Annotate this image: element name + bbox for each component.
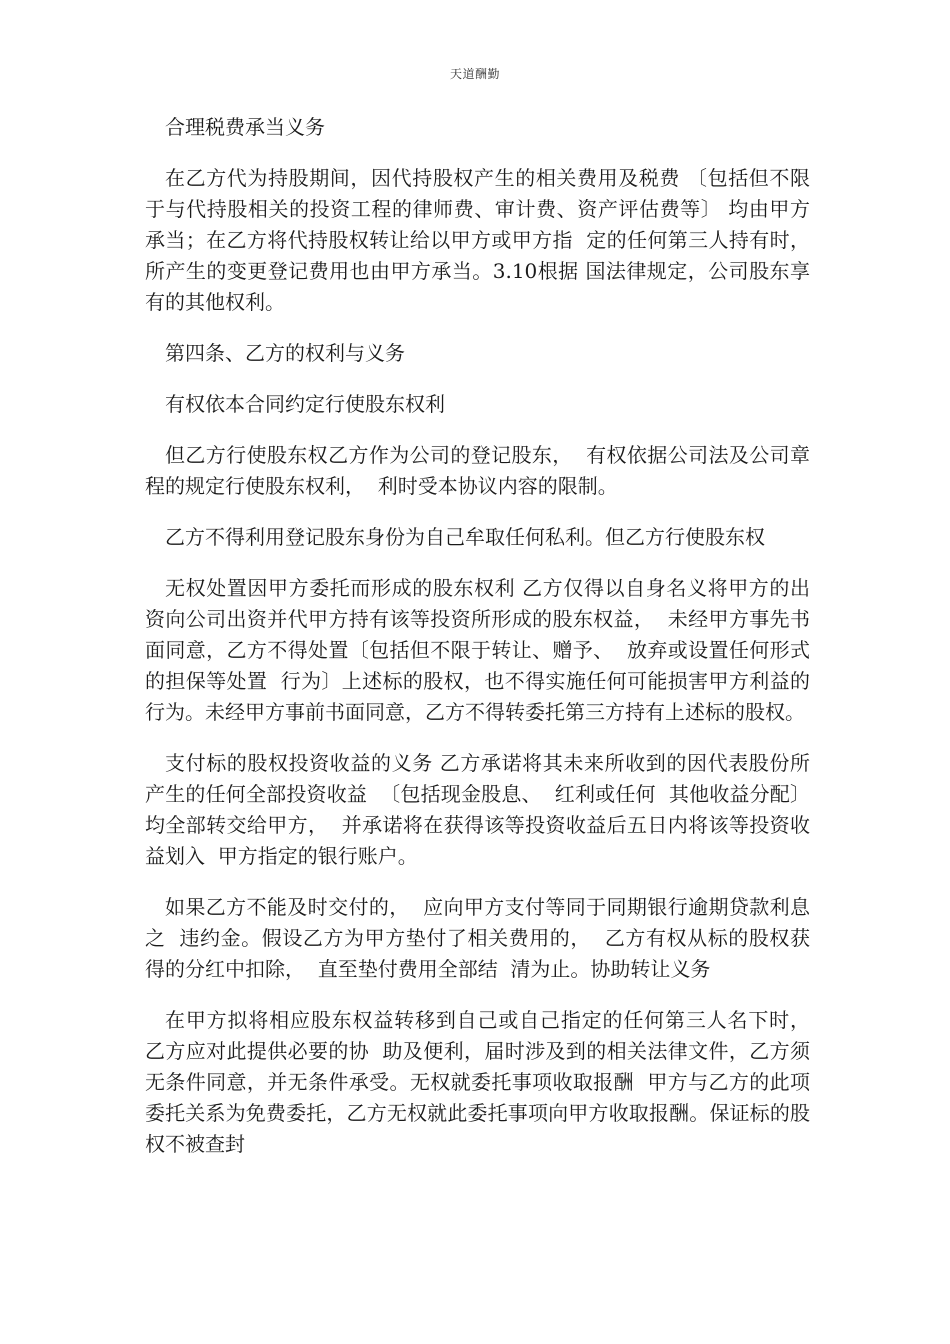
paragraph-assist-transfer: 在甲方拟将相应股东权益转移到自己或自己指定的任何第三人名下时， 乙方应对此提供必要的协 助及便利，届时涉及到的相关法律文件，乙方须无条件同意，并无条件承受。无权就委托事项收取报酬 甲方与乙方的此项委托关系为免费委托，乙方无权就此委托事项向甲方收取报酬。保证标的股权不被查封 xyxy=(145,1008,823,1156)
paragraph-late-payment: 如果乙方不能及时交付的， 应向甲方支付等同于同期银行逾期贷款利息之 违约金。假设乙方为甲方垫付了相关费用的， 乙方有权从标的股权获得的分红中扣除， 直至垫付费用全部结 清为止。协助转让义务 xyxy=(145,895,810,981)
paragraph-tax-body: 在乙方代为持股期间，因代持股权产生的相关费用及税费 〔包括但不限于与代持股相关的投资工程的律师费、审计费、资产评估费等〕 均由甲方承当；在乙方将代持股权转让给以甲方或甲方指 定的任何第三人持有时，所产生的变更登记费用也由甲方承当。3.10根据 国法律规定，公司股东享有的其他权利。 xyxy=(145,166,810,314)
paragraph-no-disposal: 无权处置因甲方委托而形成的股东权利 乙方仅得以自身名义将甲方的出资向公司出资并代甲方持有该等投资所形成的股东权益， 未经甲方事先书面同意，乙方不得处置〔包括但不限于转让、赠予、 放弃或设置任何形式的担保等处置 行为〕上述标的股权，也不得实施任何可能损害甲方利益的行为。未经甲方事前书面同意，乙方不得转委托第三方持有上述标的股权。 xyxy=(145,576,810,724)
paragraph-tax-heading: 合理税费承当义务 xyxy=(165,115,325,139)
paragraph-article-four-title: 第四条、乙方的权利与义务 xyxy=(165,341,405,365)
paragraph-pay-returns: 支付标的股权投资收益的义务 乙方承诺将其未来所收到的因代表股份所产生的任何全部投资收益 〔包括现金股息、 红利或任何 其他收益分配〕 均全部转交给甲方， 并承诺将在获得该等投资收益后五日内将该等投资收益划入 甲方指定的银行账户。 xyxy=(145,751,823,868)
paragraph-shareholder-rights-body: 但乙方行使股东权乙方作为公司的登记股东， 有权依据公司法及公司章程的规定行使股东权利， 利时受本协议内容的限制。 xyxy=(145,443,810,498)
paragraph-shareholder-rights-heading: 有权依本合同约定行使股东权利 xyxy=(165,392,445,416)
document-body xyxy=(145,112,823,1180)
page-header: 天道酬勤 xyxy=(449,67,500,81)
paragraph-no-private-gain: 乙方不得利用登记股东身份为自己牟取任何私利。但乙方行使股东权 xyxy=(165,525,765,549)
